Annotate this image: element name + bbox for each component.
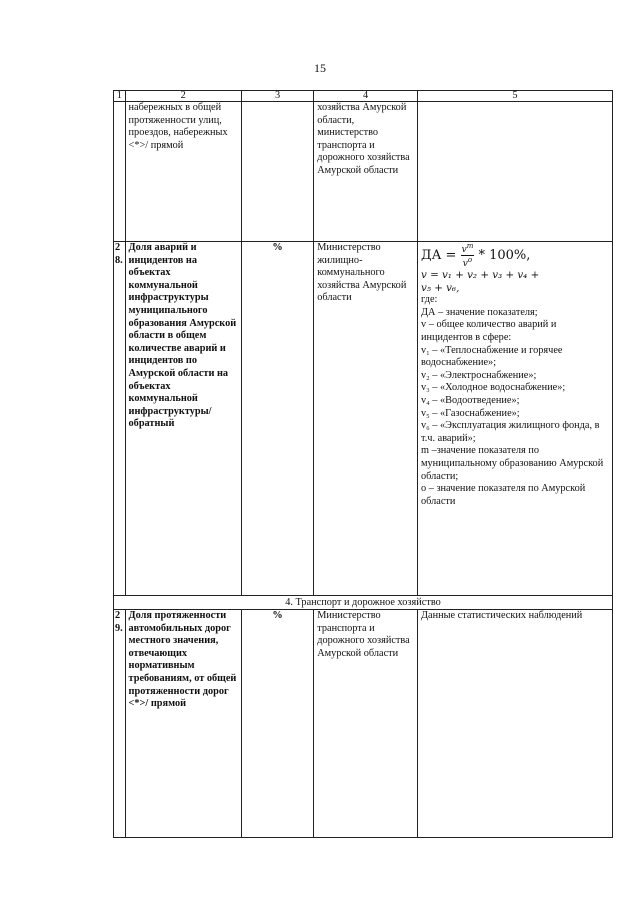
row28-formula	[421, 242, 609, 269]
table-row-29	[114, 610, 613, 838]
definition-item: v – общее количество аварий и инцидентов в сфере:	[421, 319, 557, 343]
row28-name: Доля аварий и инцидентов на объектах коммунальной инфраструктуры муниципального образования Амурской области в общем количестве аварий и инцидентов по Амурской области на объектах коммунальной инфраструктуры/ обратный	[125, 242, 241, 596]
section-heading: 4. Транспорт и дорожное хозяйство	[114, 596, 613, 610]
row29-name: Доля протяженности автомобильных дорог местного значения, отвечающих нормативным требованиям, от общей протяженности дорог <*>/ прямой	[125, 610, 241, 838]
continuation-row	[114, 102, 613, 242]
row29-num: 29.	[114, 610, 126, 838]
definition-item: v₃ – «Холодное водоснабжение»;	[421, 382, 566, 394]
definition-item: v₁ – «Теплоснабжение и горячее водоснабжение»;	[421, 344, 563, 369]
cont-name-cell: набережных в общей протяженности улиц, проездов, набережных <*>/ прямой	[125, 102, 241, 242]
sum-line-1: v = v₁ + v₂ + v₃ + v₄ +	[421, 269, 540, 281]
sum-line-2: v₅ + v₆,	[421, 281, 460, 294]
where-label: где:	[421, 294, 438, 306]
definition-item: m –значение показателя по муниципальному образованию Амурской области;	[421, 445, 604, 482]
row28-unit: %	[241, 242, 313, 596]
header-col-2: 2	[125, 91, 241, 102]
formula-denominator: v	[462, 259, 468, 269]
section-heading-row	[114, 596, 613, 610]
row28-method	[418, 242, 613, 596]
definition-item: v₅ – «Газоснабжение»;	[421, 407, 520, 419]
cont-unit-cell	[241, 102, 313, 242]
row28-num: 28.	[114, 242, 126, 596]
definition-item: v₂ – «Электроснабжение»;	[421, 369, 537, 381]
row29-responsible: Министерство транспорта и дорожного хозяйства Амурской области	[314, 610, 418, 838]
header-col-1: 1	[114, 91, 126, 102]
table-row-28	[114, 242, 613, 596]
definition-item: v₆ – «Эксплуатация жилищного фонда, в т.ч. аварий»;	[421, 420, 600, 444]
formula-numerator-sup: m	[466, 242, 474, 250]
formula-fraction	[461, 242, 475, 269]
header-col-4: 4	[314, 91, 418, 102]
formula-numerator: v	[461, 245, 467, 255]
cont-method-cell	[418, 102, 613, 242]
indicators-table	[113, 90, 613, 838]
row28-responsible: Министерство жилищно-коммунального хозяйства Амурской области	[314, 242, 418, 596]
definition-item: v₄ – «Водоотведение»;	[421, 394, 520, 406]
row29-unit: %	[241, 610, 313, 838]
definition-item: ДА – значение показателя;	[421, 306, 538, 318]
page-number: 15	[314, 61, 326, 75]
formula-prefix: ДА =	[421, 248, 457, 263]
row29-source: Данные статистических наблюдений	[418, 610, 613, 838]
header-col-3: 3	[241, 91, 313, 102]
header-col-5: 5	[418, 91, 613, 102]
cont-num-cell	[114, 102, 126, 242]
cont-responsible-cell: хозяйства Амурской области, министерство транспорта и дорожного хозяйства Амурской области	[314, 102, 418, 242]
formula-suffix: * 100%,	[478, 248, 531, 263]
definition-item: o – значение показателя по Амурской области	[421, 483, 586, 507]
header-row	[114, 91, 613, 102]
formula-denominator-sup: o	[467, 256, 473, 264]
